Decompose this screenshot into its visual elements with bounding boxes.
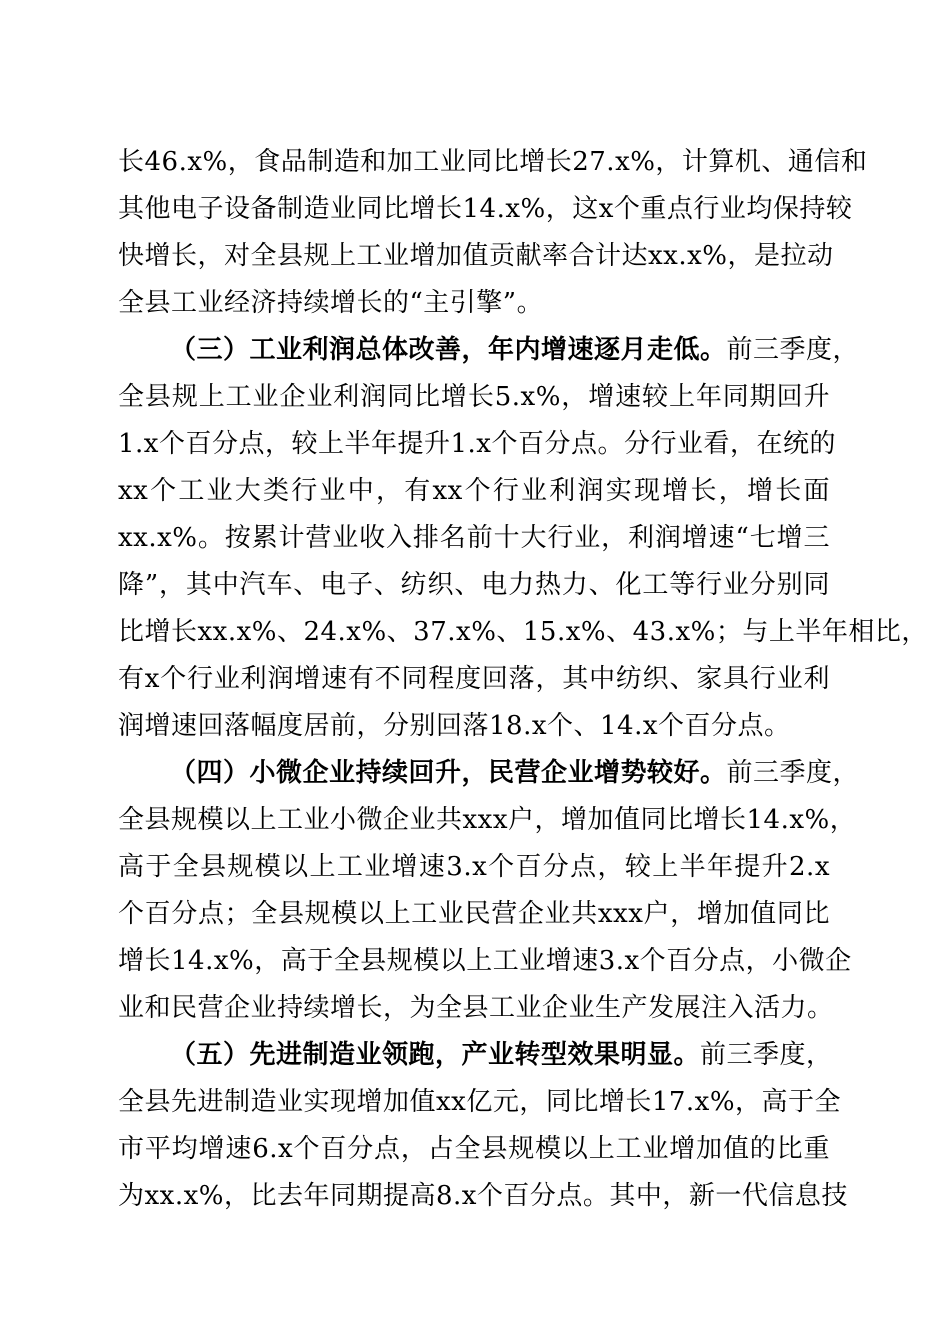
body-text-line: 长46.x%，食品制造和加工业同比增长27.x%，计算机、通信和	[118, 147, 868, 177]
body-text-line: 高于全县规模以上工业增速3.x个百分点，较上半年提升2.x	[118, 852, 830, 882]
body-text-line: 有x个行业利润增速有不同程度回落，其中纺织、家具行业利	[118, 664, 830, 694]
body-text-line: 个百分点；全县规模以上工业民营企业共xxx户，增加值同比	[118, 899, 830, 929]
body-text-line: 全县规模以上工业小微企业共xxx户，增加值同比增长14.x%，	[118, 805, 857, 835]
body-text-line: xx个工业大类行业中，有xx个行业利润实现增长，增长面	[118, 476, 830, 506]
section-heading-4: （四）小微企业持续回升，民营企业增势较好。	[170, 758, 727, 788]
section-heading-5: （五）先进制造业领跑，产业转型效果明显。	[170, 1040, 701, 1070]
body-text: 前三季度，	[700, 1040, 833, 1070]
body-text-line: 快增长，对全县规上工业增加值贡献率合计达xx.x%，是拉动	[118, 241, 834, 271]
body-text-line: 1.x个百分点，较上半年提升1.x个百分点。分行业看，在统的	[118, 429, 836, 459]
body-text-line: 为xx.x%，比去年同期提高8.x个百分点。其中，新一代信息技	[118, 1181, 848, 1211]
section-heading-line	[170, 1033, 833, 1077]
body-text: 前三季度，	[726, 335, 860, 365]
body-text-line: 降”，其中汽车、电子、纺织、电力热力、化工等行业分别同	[118, 570, 830, 600]
body-text-line: 全县规上工业企业利润同比增长5.x%，增速较上年同期回升	[118, 382, 830, 412]
body-text-line: 全县先进制造业实现增加值xx亿元，同比增长17.x%，高于全	[118, 1087, 842, 1117]
section-heading-line	[170, 328, 860, 372]
body-text-line: 润增速回落幅度居前，分别回落18.x个、14.x个百分点。	[118, 711, 791, 741]
body-text-line: 其他电子设备制造业同比增长14.x%，这x个重点行业均保持较	[118, 194, 853, 224]
body-text-line: xx.x%。按累计营业收入排名前十大行业，利润增速“七增三	[118, 523, 830, 553]
body-text-line: 全县工业经济持续增长的“主引擎”。	[118, 288, 544, 318]
body-text-line: 比增长xx.x%、24.x%、37.x%、15.x%、43.x%；与上半年相比，	[118, 617, 928, 647]
body-text-line: 增长14.x%，高于全县规模以上工业增速3.x个百分点，小微企	[118, 946, 852, 976]
section-heading-line	[170, 751, 860, 795]
section-heading-3: （三）工业利润总体改善，年内增速逐月走低。	[170, 335, 727, 365]
body-text-line: 市平均增速6.x个百分点，占全县规模以上工业增加值的比重	[118, 1134, 830, 1164]
body-text-line: 业和民营企业持续增长，为全县工业企业生产发展注入活力。	[118, 993, 834, 1023]
body-text: 前三季度，	[726, 758, 860, 788]
